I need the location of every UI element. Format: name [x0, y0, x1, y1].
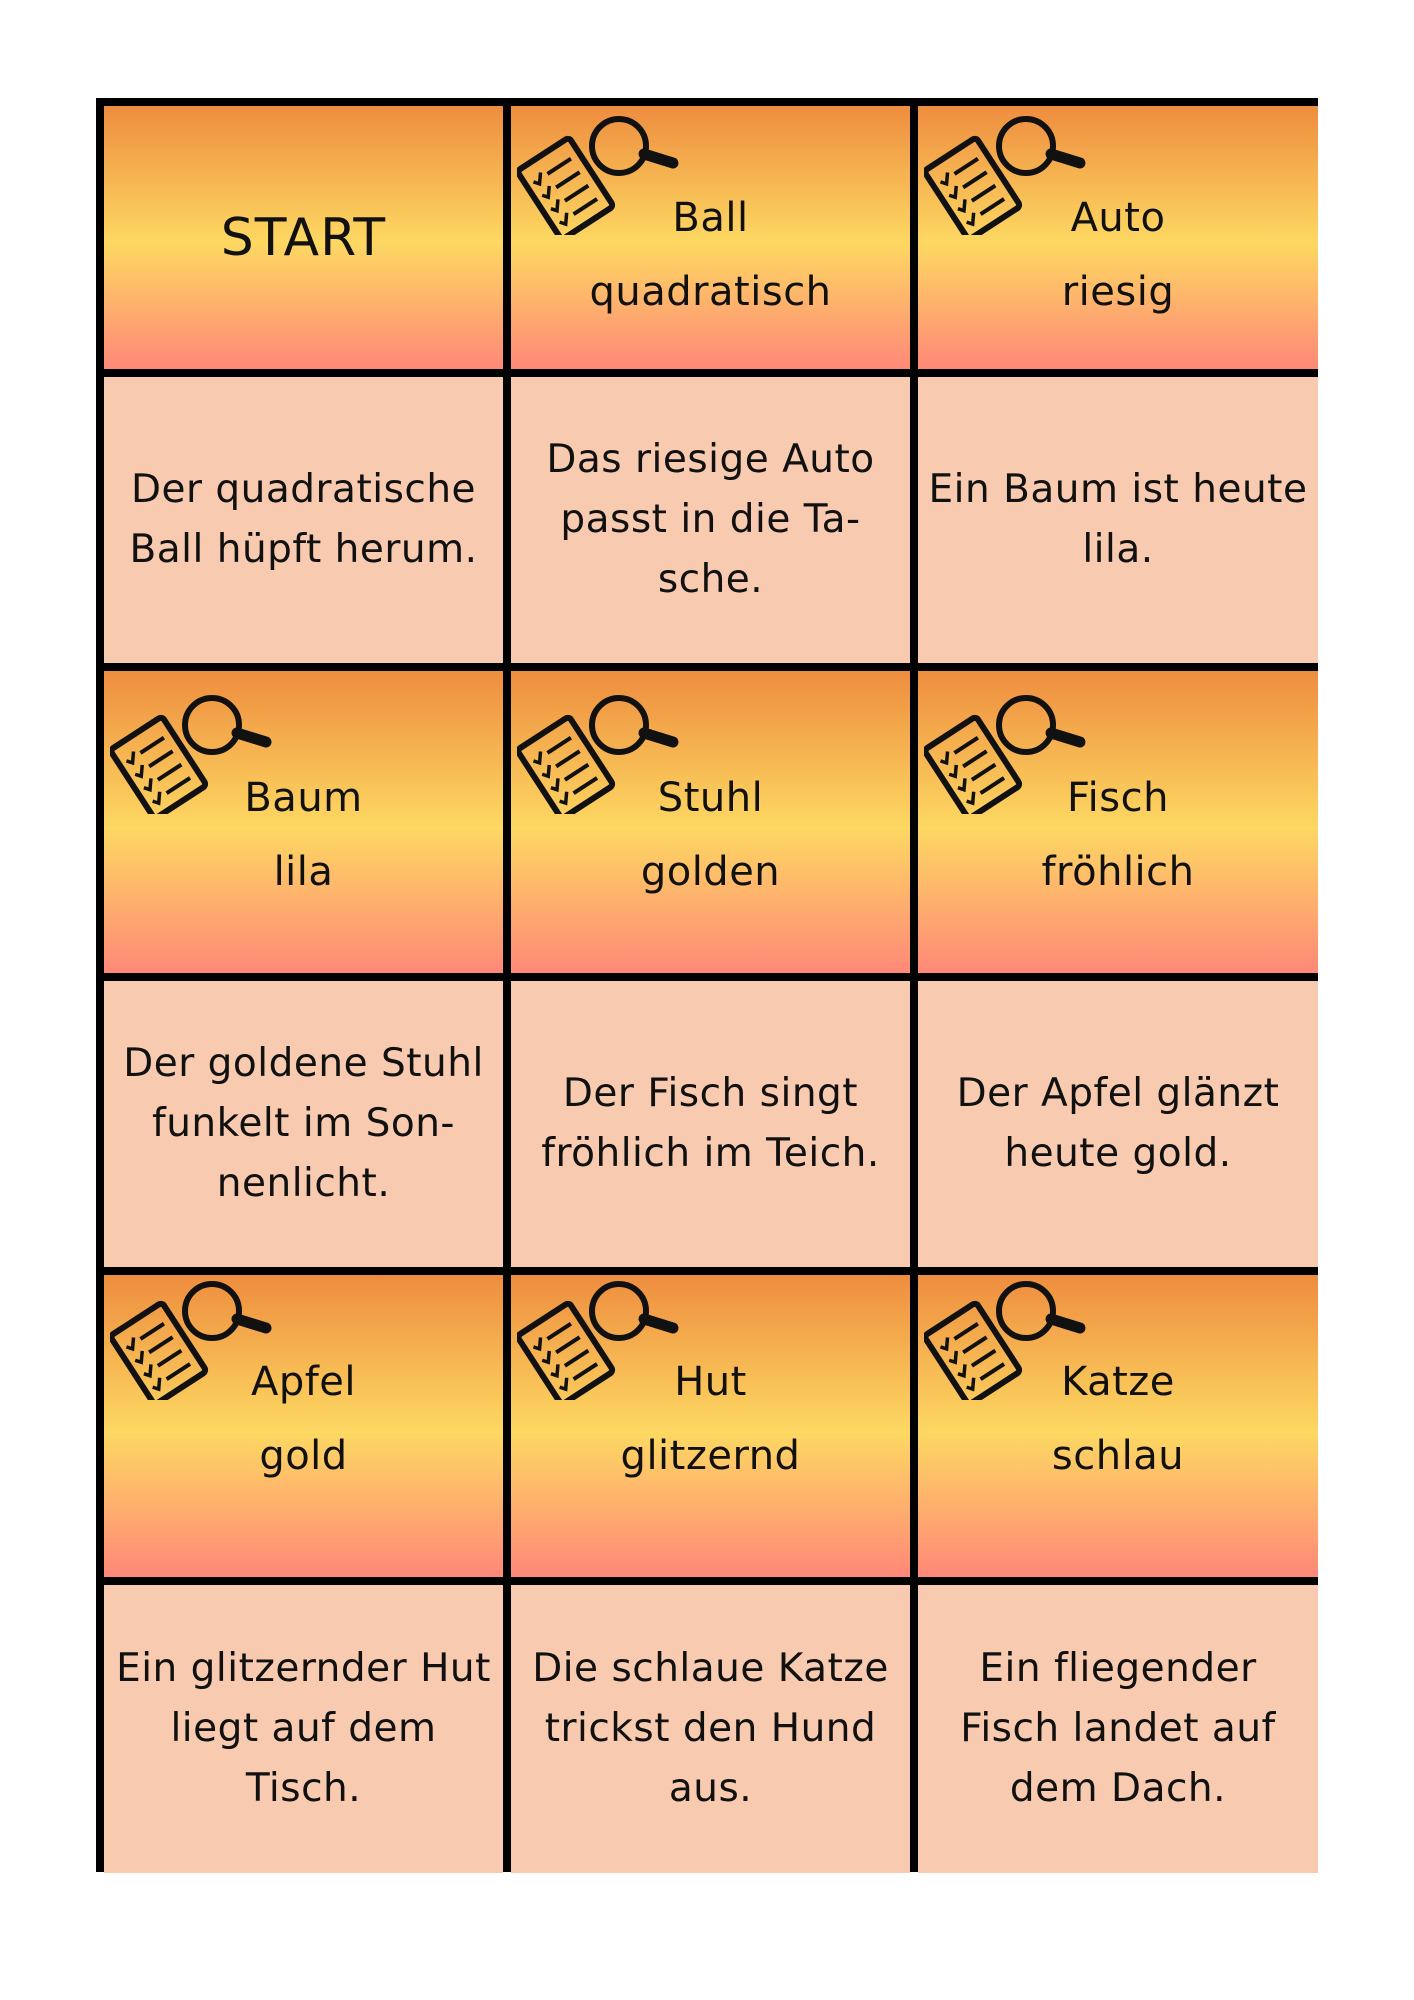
sentence-text: Ein Baum ist heute lila. [928, 467, 1308, 572]
card-noun: Katze [1061, 1359, 1175, 1405]
clue-card-stuhl [511, 671, 910, 973]
card-noun: Stuhl [657, 775, 764, 821]
sentence-tile [918, 981, 1318, 1267]
sentence-tile [511, 1585, 910, 1873]
card-noun: Fisch [1067, 775, 1169, 821]
sentence-tile [104, 377, 503, 663]
start-label: START [220, 207, 387, 268]
sentence-text: Ein fliegender Fisch landet auf dem Dach. [960, 1646, 1276, 1811]
sentence-tile [918, 1585, 1318, 1873]
sentence-tile [104, 981, 503, 1267]
sentence-text: Der goldene Stuhl funkelt im Son- nenlicht. [123, 1041, 484, 1206]
card-adjective: gold [259, 1433, 348, 1479]
clue-card-apfel [104, 1275, 503, 1577]
clue-card-ball [511, 106, 910, 369]
card-adjective: lila [273, 849, 334, 895]
sentence-text: Der Apfel glänzt heute gold. [956, 1071, 1280, 1176]
sentence-text: Das riesige Auto passt in die Ta- sche. [546, 437, 875, 602]
card-noun: Ball [672, 195, 749, 241]
clue-card-auto [918, 106, 1318, 369]
card-noun: Hut [674, 1359, 747, 1405]
clue-card-katze [918, 1275, 1318, 1577]
sentence-text: Ein glitzernder Hut liegt auf dem Tisch. [116, 1646, 491, 1811]
sentence-tile [918, 377, 1318, 663]
card-adjective: fröhlich [1041, 849, 1195, 895]
clue-card-baum [104, 671, 503, 973]
card-adjective: quadratisch [589, 269, 832, 315]
sentence-tile [511, 377, 910, 663]
card-noun: Auto [1070, 195, 1166, 241]
clue-card-fisch [918, 671, 1318, 973]
domino-board [96, 98, 1318, 1872]
card-noun: Apfel [250, 1359, 357, 1405]
sentence-text: Der quadratische Ball hüpft herum. [129, 467, 478, 572]
sentence-tile [511, 981, 910, 1267]
start-tile [104, 106, 503, 369]
card-adjective: schlau [1051, 1433, 1185, 1479]
sentence-text: Der Fisch singt fröhlich im Teich. [541, 1071, 880, 1176]
sentence-text: Die schlaue Katze trickst den Hund aus. [532, 1646, 889, 1811]
sentence-tile [104, 1585, 503, 1873]
card-adjective: glitzernd [620, 1433, 801, 1479]
card-noun: Baum [244, 775, 363, 821]
card-adjective: riesig [1061, 269, 1175, 315]
card-adjective: golden [640, 849, 781, 895]
clue-card-hut [511, 1275, 910, 1577]
